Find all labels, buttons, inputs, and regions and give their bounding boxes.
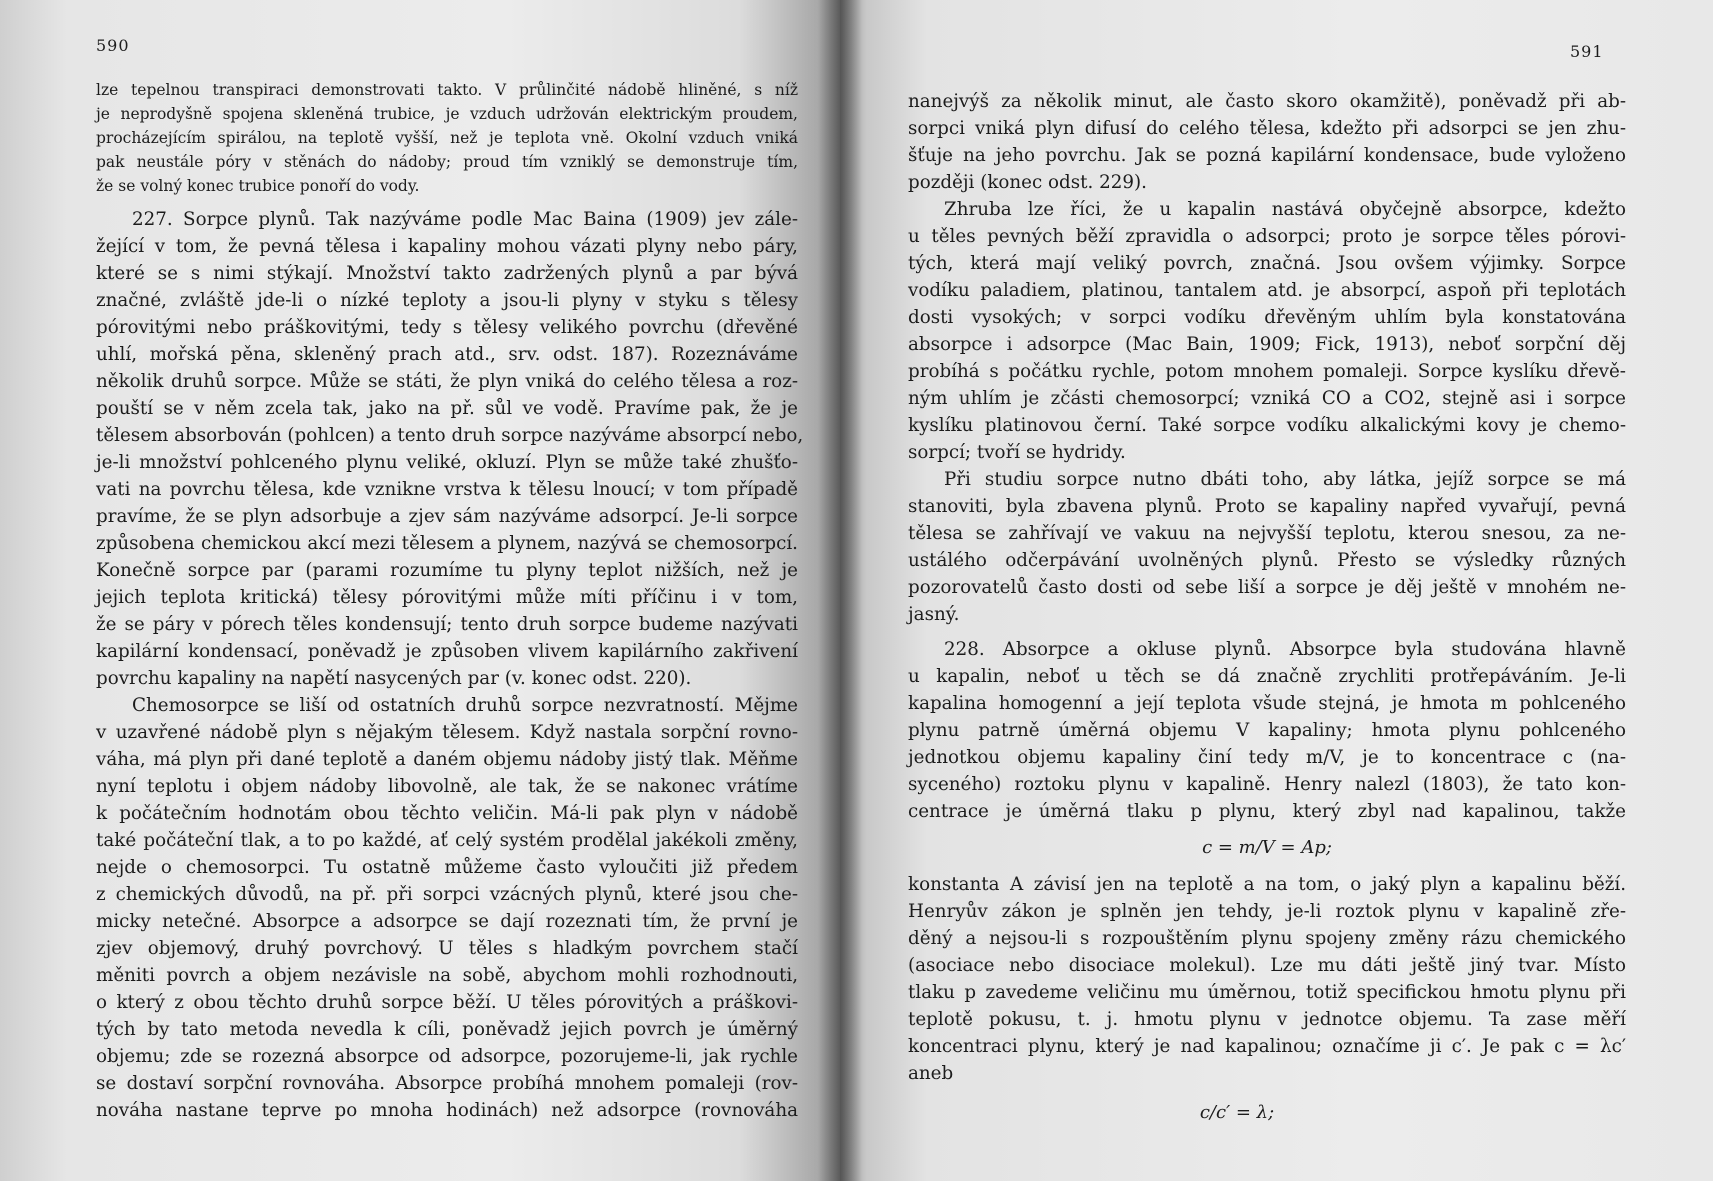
text-line: pozorovatelů často dosti od sebe liší a sorpce je děj ještě v mnohém ne-	[908, 577, 1626, 598]
text-line: vodíku paladiem, platinou, tantalem atd. je absorpcí, aspoň při teplotách	[908, 280, 1626, 301]
text-line: je-li množství pohlceného plynu veliké, okluzí. Plyn se může také zhušťo-	[96, 452, 798, 473]
text-line: zjev objemový, druhý povrchový. U těles s hladkým povrchem stačí	[96, 938, 798, 959]
text-line: sorpcí; tvoří se hydridy.	[908, 442, 1126, 463]
text-line: nejde o chemosorpci. Tu ostatně můžeme často vyloučiti již předem	[96, 857, 798, 878]
text-line: pak neustále póry v stěnách do nádoby; proud tím vzniklý se demonstruje tím,	[96, 153, 798, 171]
text-line: že se volný konec trubice ponoří do vody.	[96, 177, 420, 195]
text-line: u těles pevných běží zpravidla o adsorpci; proto je sorpce těles pórovi-	[908, 226, 1626, 247]
text-line: Chemosorpce se liší od ostatních druhů sorpce nezvratností. Mějme	[132, 695, 798, 716]
text-line: tých by tato metoda nevedla k cíli, poněvadž jejich povrch je úměrný	[96, 1019, 798, 1040]
text-line: tlaku p zavedeme veličinu mu úměrnou, totiž specifickou hmotu plynu při	[908, 982, 1626, 1003]
text-line: probíhá s počátku rychle, potom mnohem pomaleji. Sorpce kyslíku dřevě-	[908, 361, 1626, 382]
right-page	[840, 0, 1713, 1181]
text-line: žející v tom, že pevná tělesa i kapaliny mohou vázati plyny nebo páry,	[96, 236, 798, 257]
text-line: u kapalin, neboť u těch se dá značně zrychliti protřepáváním. Je-li	[908, 666, 1626, 687]
text-line: teplotě pokusu, t. j. hmotu plynu v jednotce objemu. Ta zase měří	[908, 1009, 1626, 1030]
text-line: aneb	[908, 1063, 954, 1084]
left-page	[0, 0, 840, 1181]
text-line: z chemických důvodů, na př. při sorpci vzácných plynů, které jsou che-	[96, 884, 798, 905]
text-line: značné, zvláště jde-li o nízké teploty a jsou-li plyny v styku s tělesy	[96, 290, 798, 311]
text-line: povrchu kapaliny na napětí nasycených par (v. konec odst. 220).	[96, 668, 692, 689]
text-line: syceného) roztoku plynu v kapalině. Henry nalezl (1803), že tato kon-	[908, 774, 1626, 795]
book-gutter	[818, 0, 862, 1181]
text-line: lze tepelnou transpiraci demonstrovati takto. V průlinčité nádobě hliněné, s níž	[96, 81, 798, 99]
text-line: šťuje na jeho povrchu. Jak se pozná kapilární kondensace, bude vyloženo	[908, 145, 1626, 166]
text-line: nyní teplotu i objem nádoby libovolně, ale tak, že se nakonec vrátíme	[96, 776, 798, 797]
text-line: Zhruba lze říci, že u kapalin nastává obyčejně absorpce, kdežto	[944, 199, 1626, 220]
text-line: o který z obou těchto druhů sorpce běží. U těles pórovitých a práškovi-	[96, 992, 798, 1013]
text-line: Henryův zákon je splněn jen tehdy, je-li roztok plynu v kapalině zře-	[908, 901, 1626, 922]
text-line: později (konec odst. 229).	[908, 172, 1147, 193]
text-line: pravíme, že se plyn adsorbuje a zjev sám nazýváme adsorpcí. Je-li sorpce	[96, 506, 798, 527]
text-line: procházejícím spirálou, na teplotě vyšší, než je teplota vně. Okolní vzduch vniká	[96, 129, 798, 147]
text-line: několik druhů sorpce. Může se státi, že plyn vniká do celého tělesa a roz-	[96, 371, 798, 392]
left-page-text	[96, 78, 804, 1124]
text-line: uhlí, mořská pěna, skleněný prach atd., srv. odst. 187). Rozeznáváme	[96, 344, 798, 365]
text-line: stanoviti, byla zbavena plynů. Proto se kapaliny napřed vyvařují, pevná	[908, 496, 1626, 517]
text-line: kyslíku platinovou černí. Také sorpce vodíku alkalickými kovy je chemo-	[908, 415, 1626, 436]
text-line: k počátečním hodnotám obou těchto veličin. Má-li pak plyn v nádobě	[96, 803, 798, 824]
text-line: tělesa se zahřívají ve vakuu na nejvyšší teplotu, kterou snesou, za ne-	[908, 523, 1626, 544]
text-line: plynu patrně úměrná objemu V kapaliny; hmota plynu pohlceného	[908, 720, 1626, 741]
text-line: nováha nastane teprve po mnoha hodinách) než adsorpce (rovnováha	[96, 1100, 798, 1121]
text-line: sorpci vniká plyn difusí do celého tělesa, kdežto při adsorpci se jen zhu-	[908, 118, 1626, 139]
text-line: také počáteční tlak, a to po každé, ať celý systém prodělal jakékoli změny,	[96, 830, 798, 851]
text-line: že se páry v pórech těles kondensují; tento druh sorpce budeme nazývati	[96, 614, 798, 635]
text-line: kapilární kondensací, poněvadž je způsoben vlivem kapilárního zakřivení	[96, 641, 798, 662]
formula: c/c′ = λ;	[1199, 1102, 1275, 1123]
text-line: koncentraci plynu, který je nad kapalinou; označíme ji c′. Je pak c = λc′	[908, 1036, 1626, 1057]
text-line: vati na povrchu tělesa, kde vznikne vrstva k tělesu lnoucí; v tom případě	[96, 479, 798, 500]
text-line: absorpce i adsorpce (Mac Bain, 1909; Fick, 1913), neboť sorpční děj	[908, 334, 1626, 355]
text-line: tých, která mají veliký povrch, značná. Jsou ovšem výjimky. Sorpce	[908, 253, 1626, 274]
text-line: micky netečné. Absorpce a adsorpce se dají rozeznati tím, že první je	[96, 911, 798, 932]
text-line: jejich teplota kritická) tělesy pórovitými může míti příčinu i v tom,	[96, 587, 798, 608]
page-number: 591	[1570, 42, 1604, 61]
section-heading-line: 228. Absorpce a okluse plynů. Absorpce byla studována hlavně	[944, 639, 1626, 660]
text-line: pórovitými nebo práškovitými, tedy s tělesy velikého povrchu (dřevěné	[96, 317, 798, 338]
text-line: centrace je úměrná tlaku p plynu, který zbyl nad kapalinou, takže	[908, 801, 1626, 822]
text-line: je neprodyšně spojena skleněná trubice, je vzduch udržován elektrickým proudem,	[96, 105, 798, 123]
section-heading-line: 227. Sorpce plynů. Tak nazýváme podle Mac Baina (1909) jev zále-	[132, 209, 798, 230]
text-line: (asociace nebo disociace molekul). Lze mu dáti ještě jiný tvar. Místo	[908, 955, 1626, 976]
text-line: nanejvýš za několik minut, ale často skoro okamžitě), poněvadž při ab-	[908, 91, 1626, 112]
text-line: konstanta A závisí jen na teplotě a na tom, o jaký plyn a kapalinu běží.	[908, 874, 1626, 895]
page-number: 590	[96, 36, 130, 55]
text-line: měniti povrch a objem nezávisle na sobě, abychom mohli rozhodnouti,	[96, 965, 798, 986]
text-line: Konečně sorpce par (parami rozumíme tu plyny teplot nižších, než je	[96, 560, 798, 581]
text-line: tělesem absorbován (pohlcen) a tento druh sorpce nazýváme absorpcí nebo,	[96, 425, 804, 446]
text-line: v uzavřené nádobě plyn s nějakým tělesem. Když nastala sorpční rovno-	[96, 722, 798, 743]
text-line: ným uhlím je zčásti chemosorpcí; vzniká CO a CO2, stejně asi i sorpce	[908, 388, 1626, 409]
formula: c = m/V = Ap;	[1202, 837, 1332, 858]
text-line: se dostaví sorpční rovnováha. Absorpce probíhá mnohem pomaleji (rov-	[96, 1073, 798, 1094]
text-line: objemu; zde se rozezná absorpce od adsorpce, pozorujeme-li, jak rychle	[96, 1046, 798, 1067]
text-line: kapalina homogenní a její teplota všude stejná, je hmota m pohlceného	[908, 693, 1626, 714]
text-line: pouští se v něm zcela tak, jako na př. sůl ve vodě. Pravíme pak, že je	[96, 398, 798, 419]
text-line: ustálého odčerpávání uvolněných plynů. Přesto se výsledky různých	[908, 550, 1626, 571]
text-line: jasný.	[908, 604, 960, 625]
text-line: váha, má plyn při dané teplotě a daném objemu nádoby jistý tlak. Měňme	[96, 749, 798, 770]
text-line: dosti vysokých; v sorpci vodíku dřevěným uhlím byla konstatována	[908, 307, 1626, 328]
text-line: děný a nejsou-li s rozpouštěním plynu spojeny změny rázu chemického	[908, 928, 1626, 949]
text-line: Při studiu sorpce nutno dbáti toho, aby látka, jejíž sorpce se má	[944, 469, 1626, 490]
right-page-text	[908, 88, 1626, 1139]
text-line: způsobena chemickou akcí mezi tělesem a plynem, nazývá se chemosorpcí.	[96, 533, 798, 554]
text-line: které se s nimi stýkají. Množství takto zadržených plynů a par bývá	[96, 263, 798, 284]
text-line: jednotkou objemu kapaliny činí tedy m/V, je to koncentrace c (na-	[908, 747, 1626, 768]
